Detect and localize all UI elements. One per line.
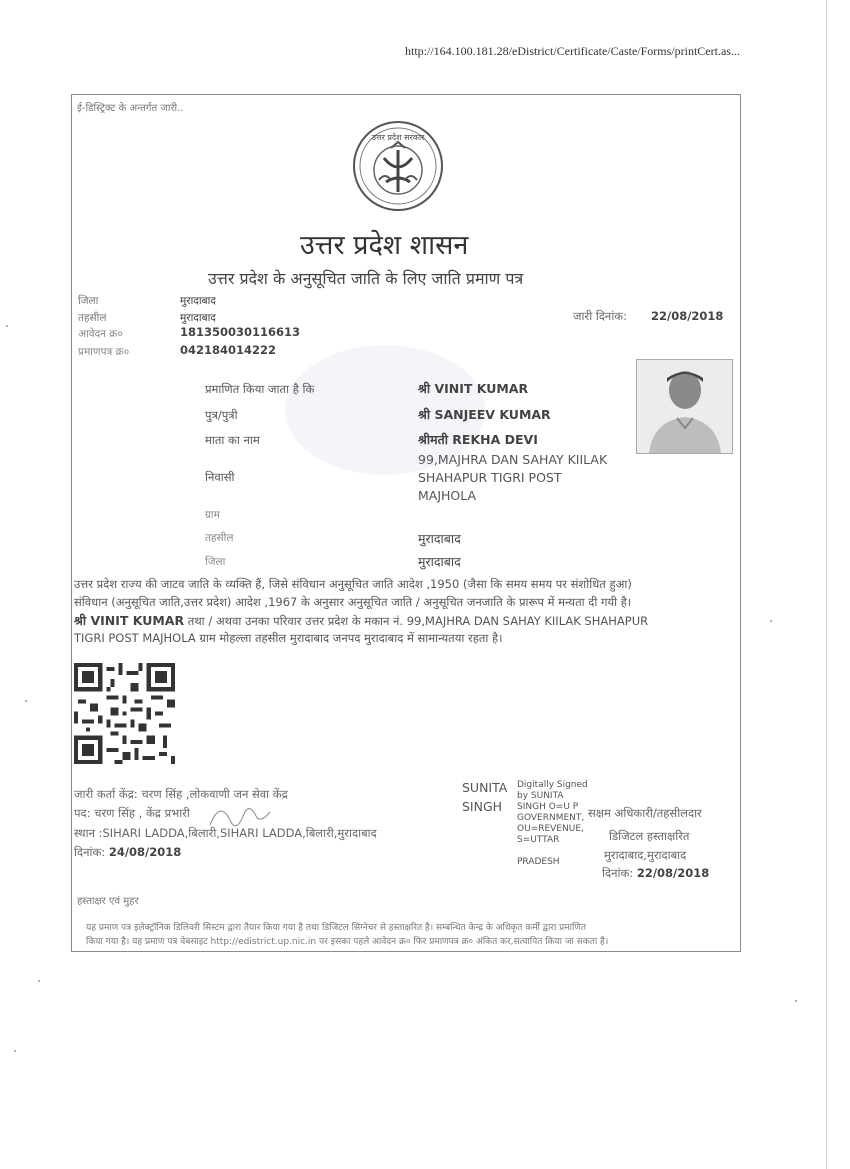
print-url: http://164.100.181.28/eDistrict/Certificate/Caste/Forms/printCert.as... bbox=[405, 44, 740, 58]
applicant-photo bbox=[636, 359, 733, 454]
address-line-2: SHAHAPUR TIGRI POST bbox=[418, 470, 562, 485]
seal-label: हस्ताक्षर एवं मुहर bbox=[77, 896, 139, 907]
scan-speck bbox=[38, 980, 40, 982]
document-title: उत्तर प्रदेश शासन bbox=[300, 230, 469, 261]
issuer-date-value: 24/08/2018 bbox=[108, 845, 182, 859]
address-line-3: MAJHOLA bbox=[418, 488, 477, 503]
details-district-label: जिला bbox=[205, 556, 226, 568]
page-edge bbox=[826, 0, 827, 1169]
relation-label: पुत्र/पुत्री bbox=[205, 408, 238, 422]
meta-certificate-value: 042184014222 bbox=[180, 343, 277, 357]
footer-line-1: यह प्रमाण पत्र इलेक्ट्रॉनिक डिलिवरी सिस्टम द्वारा तैयार किया गया है तथा डिजिटल सिग्नेचर से हस्ताक्षरित है। सम्बन्धित केन्द्र के अधिकृत कर्मी द्वारा प्रमाणित bbox=[86, 923, 586, 933]
mother-label: माता का नाम bbox=[205, 433, 260, 447]
signature-date-value: 22/08/2018 bbox=[636, 866, 710, 880]
statement-line-4: TIGRI POST MAJHOLA ग्राम मोहल्ला तहसील मुरादाबाद जनपद मुरादाबाद में सामान्यतया रहता है। bbox=[74, 631, 503, 645]
applicant-name: श्री VINIT KUMAR bbox=[418, 381, 529, 396]
signature-date-label: दिनांक: bbox=[602, 866, 634, 880]
father-name: श्री SANJEEV KUMAR bbox=[418, 407, 551, 422]
statement-line-1: उत्तर प्रदेश राज्य की जाटव जाति के व्यक्ति हैं, जिसे संविधान अनुसूचित जाति आदेश ,1950 (जैसा कि समय समय पर संशोधित हुआ) bbox=[74, 577, 632, 591]
certificate-frame bbox=[71, 94, 741, 952]
address-line-1: 99,MAJHRA DAN SAHAY KIILAK bbox=[418, 452, 608, 467]
residence-label: निवासी bbox=[205, 470, 235, 484]
statement-name: श्री VINIT KUMAR bbox=[74, 613, 185, 628]
handwritten-initials bbox=[205, 795, 275, 845]
statement-line-3 bbox=[74, 612, 648, 630]
statement-line-2: संविधान (अनुसूचित जाति,उत्तर प्रदेश) आदेश ,1967 के अनुसार अनुसूचित जाति / अनुसूचित जनजाति के प्रारूप में मन्यता दी गयी है। bbox=[74, 595, 632, 609]
village-label: ग्राम bbox=[205, 509, 220, 521]
scan-speck bbox=[14, 1050, 16, 1052]
dsig-line: Digitally Signed bbox=[517, 780, 588, 790]
scan-speck bbox=[25, 700, 27, 702]
dsig-line: S=UTTAR bbox=[517, 835, 560, 845]
issued-under-note: ई-डिस्ट्रिक्ट के अन्तर्गत जारी.. bbox=[77, 103, 184, 114]
scan-speck bbox=[795, 1000, 797, 1002]
issuer-date-line bbox=[74, 845, 181, 860]
dsig-line: GOVERNMENT, bbox=[517, 813, 585, 823]
meta-tehsil-label: तहसील bbox=[78, 312, 107, 324]
issue-place: स्थान :SIHARI LADDA,बिलारी,SIHARI LADDA,बिलारी,मुरादाबाद bbox=[74, 826, 377, 840]
meta-tehsil-value: मुरादाबाद bbox=[180, 312, 216, 324]
signing-authority: सक्षम अधिकारी/तहसीलदार bbox=[588, 806, 702, 820]
meta-certificate-label: प्रमाणपत्र क्र० bbox=[78, 346, 130, 358]
dsig-line: OU=REVENUE, bbox=[517, 824, 584, 834]
dsig-line: PRADESH bbox=[517, 857, 560, 867]
issuer-date-label: दिनांक: bbox=[74, 845, 106, 859]
signature-place: मुरादाबाद,मुरादाबाद bbox=[604, 848, 687, 862]
meta-district-label: जिला bbox=[78, 295, 99, 307]
footer-line-2: किया गया है। यह प्रमाण पत्र वेबसाइट http://edistrict.up.nic.in पर इसका पहले आवेदन क्र० फिर प्रमाणपत्र क्र० अंकित कर,सत्यापित किया जा सकता है। bbox=[86, 937, 609, 947]
center-incharge: पद: चरण सिंह , केंद्र प्रभारी bbox=[74, 806, 190, 820]
scan-speck bbox=[6, 325, 8, 327]
statement-line-3-rest: तथा / अथवा उनका परिवार उत्तर प्रदेश के मकान नं. 99,MAJHRA DAN SAHAY KIILAK SHAHAPUR bbox=[187, 614, 649, 628]
meta-district-value: मुरादाबाद bbox=[180, 295, 216, 307]
dsig-line: by SUNITA bbox=[517, 791, 564, 801]
issue-date-label: जारी दिनांक: bbox=[573, 309, 628, 323]
qr-code bbox=[74, 663, 175, 764]
details-district-value: मुरादाबाद bbox=[418, 554, 461, 569]
mother-name: श्रीमती REKHA DEVI bbox=[418, 432, 538, 447]
issue-date-value: 22/08/2018 bbox=[651, 309, 724, 323]
issuing-center: जारी कर्ता केंद्र: चरण सिंह ,लोकवाणी जन सेवा केंद्र bbox=[74, 787, 288, 801]
details-tehsil-value: मुरादाबाद bbox=[418, 531, 461, 546]
details-tehsil-label: तहसील bbox=[205, 532, 234, 544]
digital-signature-details bbox=[517, 780, 588, 868]
dsig-line bbox=[517, 846, 588, 857]
certify-label: प्रमाणित किया जाता है कि bbox=[205, 382, 315, 396]
meta-application-value: 181350030116613 bbox=[180, 325, 301, 339]
signature-date-line bbox=[602, 866, 709, 881]
document-subtitle: उत्तर प्रदेश के अनुसूचित जाति के लिए जाति प्रमाण पत्र bbox=[208, 269, 524, 288]
emblem-text: उत्तर प्रदेश सरकार bbox=[371, 133, 425, 142]
digital-sign-label: डिजिटल हस्ताक्षरित bbox=[609, 829, 690, 843]
signer-name-1: SUNITA bbox=[462, 780, 508, 795]
scan-speck bbox=[770, 620, 772, 622]
up-government-emblem bbox=[351, 120, 445, 212]
meta-application-label: आवेदन क्र० bbox=[78, 328, 123, 340]
dsig-line: SINGH O=U P bbox=[517, 802, 579, 812]
signer-name-2: SINGH bbox=[462, 799, 503, 814]
